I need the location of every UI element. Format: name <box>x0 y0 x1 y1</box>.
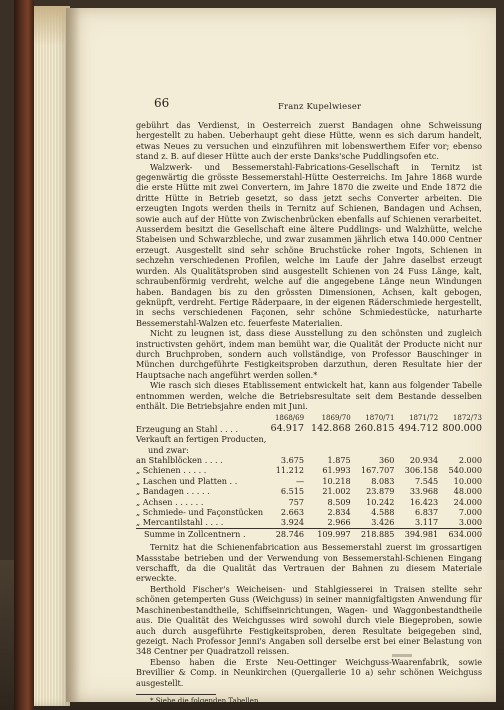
running-title: Franz Kupelwieser <box>278 101 362 111</box>
table-cell: 3.924 <box>280 517 305 528</box>
table-cell: 61.993 <box>322 465 351 476</box>
year-header: 1868/69 <box>274 414 305 423</box>
table-cell <box>351 434 395 444</box>
year-header: 1872/73 <box>452 414 482 423</box>
book-cover-edge <box>14 0 34 710</box>
table-cell: 16.423 <box>409 496 439 507</box>
row-label: Verkauft an fertigen Producten, <box>136 434 267 445</box>
footnote-rule <box>136 694 216 695</box>
row-label: „ Mercantilstahl . . . . <box>136 517 224 528</box>
table-row <box>136 517 482 528</box>
table-cell <box>394 445 438 455</box>
footnote: * Siehe die folgenden Tabellen. <box>150 696 261 705</box>
table-cell: 28.746 <box>266 528 304 539</box>
paragraph: Wie rasch sich dieses Etablissement entwickelt hat, kann aus folgender Tabelle entnommen werden, welche die Betriebsresultate seit dem Bestande desselben enthält. Die Betriebsjahre enden mit Juni. <box>136 380 482 411</box>
table-cell: 494.712 <box>398 422 439 434</box>
table-cell: 10.218 <box>322 475 351 486</box>
production-table <box>136 413 482 539</box>
row-label: „ Schienen . . . . . <box>136 465 207 476</box>
table-row <box>136 455 482 465</box>
table-cell: 167.707 <box>360 465 395 476</box>
page-number: 66 <box>154 96 170 110</box>
year-header: 1869/70 <box>321 414 351 423</box>
table-cell: 21.002 <box>322 486 351 497</box>
paragraph: Walzwerk- und Bessemerstahl-Fabrications-Gesellschaft in Ternitz ist gegenwärtig die grösste Bessemerstahl-Hütte Oesterreichs. Im Jahre 1868 wurde die erste Hütte mit zwei Convertern, im Jahre 1870 die zweite und Ende 1872 die dritte Hütte in Betrieb gesetzt, so dass jetzt sechs Converter arbeiten. Die erzeugten Ingots werden theils in Ternitz auf Schienen, Bandagen und Achsen, sowie auch auf der Hütte von Zwischenbrücken ebenfalls auf Schienen verarbeitet. Ausserdem besitzt die Gesellschaft eine ältere Puddlings- und Walzhütte, welche Stabeisen und Schwarzbleche, und zwar zusammen jährlich etwa 140.000 Centner erzeugt. Ausgestellt sind sehr schöne Bruchstücke roher Ingots, Schienen in sechzehn verschiedenen Profilen, welche im Laufe der Jahre daselbst erzeugt wurden. Als Qualitätsproben sind ausgestellt Schienen von 24 Fuss Länge, kalt, schraubenförmig verdreht, welche auf die angegebene Länge neun Windungen haben. Bandagen bis zu den grössten Dimensionen, Achsen, kalt gebogen, geknüpft, verdreht. Fertige Räderpaare, in der eigenen Räderschmiede hergestellt, in sechs verschiedenen Façonen, sehr schöne Schmiedestücke, naturharte Bessemerstahl-Walzen etc. feuerfeste Materialien. <box>136 161 482 328</box>
row-label: Summe in Zollcentnern . <box>136 528 266 539</box>
table-cell: 6.837 <box>415 507 439 518</box>
table-cell: 24.000 <box>453 496 482 507</box>
table-cell: 1.875 <box>327 455 351 465</box>
paragraph: gebührt das Verdienst, in Oesterreich zuerst Bandagen ohne Schweissung hergestellt zu haben. Ueberhaupt geht diese Hütte, wenn es sich darum handelt, etwas Neues zu versuchen und einzuführen mit lobenswerthem Eifer vor; ebenso stand z. B. auf dieser Hütte auch der erste Danks'sche Puddlingsofen etc. <box>136 120 482 162</box>
table-row <box>136 528 482 539</box>
table-cell: 4.588 <box>371 507 395 518</box>
table-cell: 540.000 <box>448 465 482 476</box>
table-cell <box>351 445 395 455</box>
table-cell <box>266 445 304 455</box>
paragraph: Berthold Fischer's Weicheisen- und Stahlgiesserei in Traisen stellte sehr schönen getemperten Guss (Weichguss) in seiner mannigfaltigsten Anwendung für Maschinenbestandtheile, Schiffseinrichtungen, Wagen- und Waggonbestandtheile aus. Die Qualität des Weichgusses wird sowohl durch viele Biegeproben, sowie auch durch ausgeführte Festigkeitsproben, deren Resultate beigegeben sind, gezeigt. Nach Professor Jenni's Angaben soll derselbe erst bei einer Belastung von 348 Centner per Quadratzoll reissen. <box>136 583 482 657</box>
table-cell: 3.000 <box>458 517 482 528</box>
row-label: an Stahlblöcken . . . . <box>136 455 223 465</box>
table-row <box>136 497 482 507</box>
table-body <box>136 424 482 539</box>
table-row <box>136 434 482 444</box>
table-cell: 260.815 <box>354 422 395 434</box>
table-cell: 2.663 <box>280 507 305 518</box>
table-row <box>136 465 482 475</box>
table-cell: 306.158 <box>404 465 439 476</box>
table-cell: 2.000 <box>458 455 482 465</box>
paragraph: Nicht zu leugnen ist, dass diese Ausstellung zu den schönsten und zugleich instructivsten gehört, indem man bemüht war, die Qualität der Producte nicht nur durch Bruchproben, sondern auch vollständige, von Professor Bauschinger in München durchgeführte Festigkeitsproben darzuthun, deren Resultate hier der Hauptsache nach angeführt werden sollen.* <box>136 328 482 380</box>
table-row <box>136 424 482 434</box>
table-row <box>136 445 482 455</box>
year-header: 1870/71 <box>365 414 395 423</box>
table-cell: 33.968 <box>409 486 439 497</box>
paragraph: Ternitz hat die Schienenfabrication aus Bessemerstahl zuerst im grossartigen Massstabe betrieben und der Verwendung von Bessemerstahl-Schienen Eingang verschafft, da die Qualität das Vertrauen der Bahnen zu diesem Materiale erweckte. <box>136 542 482 584</box>
table-row <box>136 486 482 496</box>
table-cell <box>394 434 438 444</box>
table-cell: 10.242 <box>366 496 395 507</box>
table-cell: 48.000 <box>453 486 482 497</box>
table-cell: 360 <box>378 455 395 465</box>
table-cell: 23.879 <box>366 486 395 497</box>
table-cell <box>304 434 351 444</box>
row-label: „ Schmiede- und Façonstücken <box>136 507 264 518</box>
year-header: 1871/72 <box>409 414 439 423</box>
row-label: und zwar: <box>148 444 189 455</box>
table-row <box>136 507 482 517</box>
table-cell: 3.426 <box>371 517 395 528</box>
table-cell: 634.000 <box>438 528 482 539</box>
page-content <box>136 96 482 706</box>
table-cell: 3.117 <box>415 517 439 528</box>
table-cell: 142.868 <box>311 422 351 434</box>
table-cell: 64.917 <box>270 422 305 434</box>
table-cell: 109.997 <box>304 528 351 539</box>
table-cell: 20.934 <box>409 455 439 465</box>
table-cell: 394.981 <box>394 528 438 539</box>
table-cell <box>438 445 482 455</box>
paragraph: Ebenso haben die Erste Neu-Oettinger Weichguss-Waarenfabrik, sowie Brevillier & Comp. in Neunkirchen (Quergallerie 10 a) sehr schönen Weichguss ausgestellt. <box>136 656 482 688</box>
page-edges-shadow <box>34 6 70 46</box>
table-cell: 757 <box>288 496 305 507</box>
table-cell: 2.966 <box>327 517 351 528</box>
table-row <box>136 476 482 486</box>
table-cell: 11.212 <box>275 465 305 476</box>
table-cell: — <box>295 475 305 486</box>
row-label: „ Laschen und Platten . . <box>136 475 238 486</box>
page-smudge <box>392 654 412 657</box>
row-label: „ Bandagen . . . . . <box>136 486 210 497</box>
page-gutter <box>66 8 80 702</box>
table-cell: 800.000 <box>442 422 482 434</box>
row-label: „ Achsen . . . . . . <box>136 496 204 507</box>
table-cell: 7.545 <box>415 475 439 486</box>
table-cell: 218.885 <box>351 528 395 539</box>
table-cell <box>304 445 351 455</box>
table-cell: 8.083 <box>371 475 395 486</box>
page-edges <box>34 6 70 706</box>
table-cell <box>438 434 482 444</box>
table-cell: 3.675 <box>280 455 305 465</box>
row-label: Erzeugung an Stahl . . . . <box>136 423 239 434</box>
running-header <box>136 96 482 114</box>
table-cell: 7.000 <box>458 507 482 518</box>
table-cell: 6.515 <box>280 486 305 497</box>
table-cell: 2.834 <box>327 507 351 518</box>
table-cell: 10.000 <box>453 475 482 486</box>
table-cell <box>266 434 304 444</box>
table-cell: 8.509 <box>327 496 351 507</box>
